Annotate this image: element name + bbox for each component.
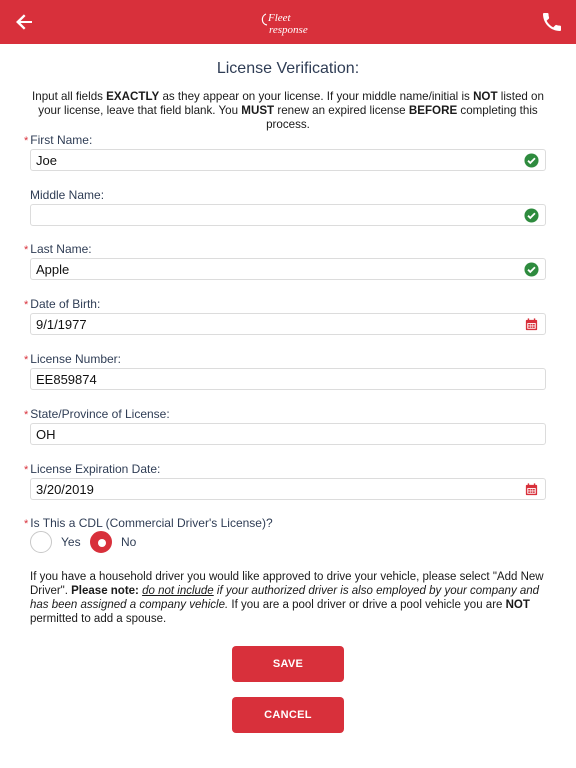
- top-app-bar: [0, 0, 576, 44]
- cdl-question-label: * Is This a CDL (Commercial Driver's License)?: [24, 516, 273, 530]
- check-circle-icon: [524, 153, 539, 168]
- license-number-label: * License Number:: [24, 352, 121, 366]
- arrow-left-icon: [12, 10, 36, 34]
- instructions-text: Input all fields EXACTLY as they appear on your license. If your middle name/initial is NOT listed on your license, leave that field blank. You MUST renew an expired license BEFORE completing this process.: [32, 90, 544, 131]
- calendar-icon[interactable]: [524, 482, 539, 497]
- first-name-input[interactable]: Joe: [30, 149, 546, 171]
- middle-name-input[interactable]: [30, 204, 546, 226]
- first-name-label: * First Name:: [24, 133, 93, 147]
- fleet-response-logo: [258, 6, 320, 40]
- middle-name-label: Middle Name:: [30, 188, 105, 202]
- cdl-yes-label: Yes: [61, 535, 81, 549]
- last-name-input[interactable]: Apple: [30, 258, 546, 280]
- calendar-icon[interactable]: [524, 317, 539, 332]
- phone-icon: [540, 10, 564, 34]
- dob-label: * Date of Birth:: [24, 297, 101, 311]
- state-input[interactable]: OH: [30, 423, 546, 445]
- dob-input[interactable]: 9/1/1977: [30, 313, 546, 335]
- expiration-input[interactable]: 3/20/2019: [30, 478, 546, 500]
- state-label: * State/Province of License:: [24, 407, 170, 421]
- cdl-yes-radio[interactable]: [30, 531, 52, 553]
- logo-line2: response: [269, 24, 308, 36]
- call-button[interactable]: [540, 10, 564, 34]
- check-circle-icon: [524, 208, 539, 223]
- expiration-label: * License Expiration Date:: [24, 462, 161, 476]
- cdl-no-label: No: [121, 535, 137, 549]
- page-title: License Verification:: [216, 60, 360, 77]
- household-driver-note: If you have a household driver you would like approved to drive your vehicle, please select "Add New Driver". Please note: do not include if your authorized driver is also employed by your company and has been assigned a company vehicle. If you are a pool driver or drive a pool vehicle you are NOT permitted to add a spouse.: [30, 571, 544, 625]
- cancel-button[interactable]: CANCEL: [232, 697, 344, 733]
- logo-line1: Fleet: [268, 12, 291, 24]
- check-circle-icon: [524, 262, 539, 277]
- last-name-label: * Last Name:: [24, 242, 92, 256]
- save-button[interactable]: SAVE: [232, 646, 344, 682]
- license-number-input[interactable]: EE859874: [30, 368, 546, 390]
- cdl-no-radio[interactable]: [90, 531, 112, 553]
- back-button[interactable]: [12, 10, 36, 34]
